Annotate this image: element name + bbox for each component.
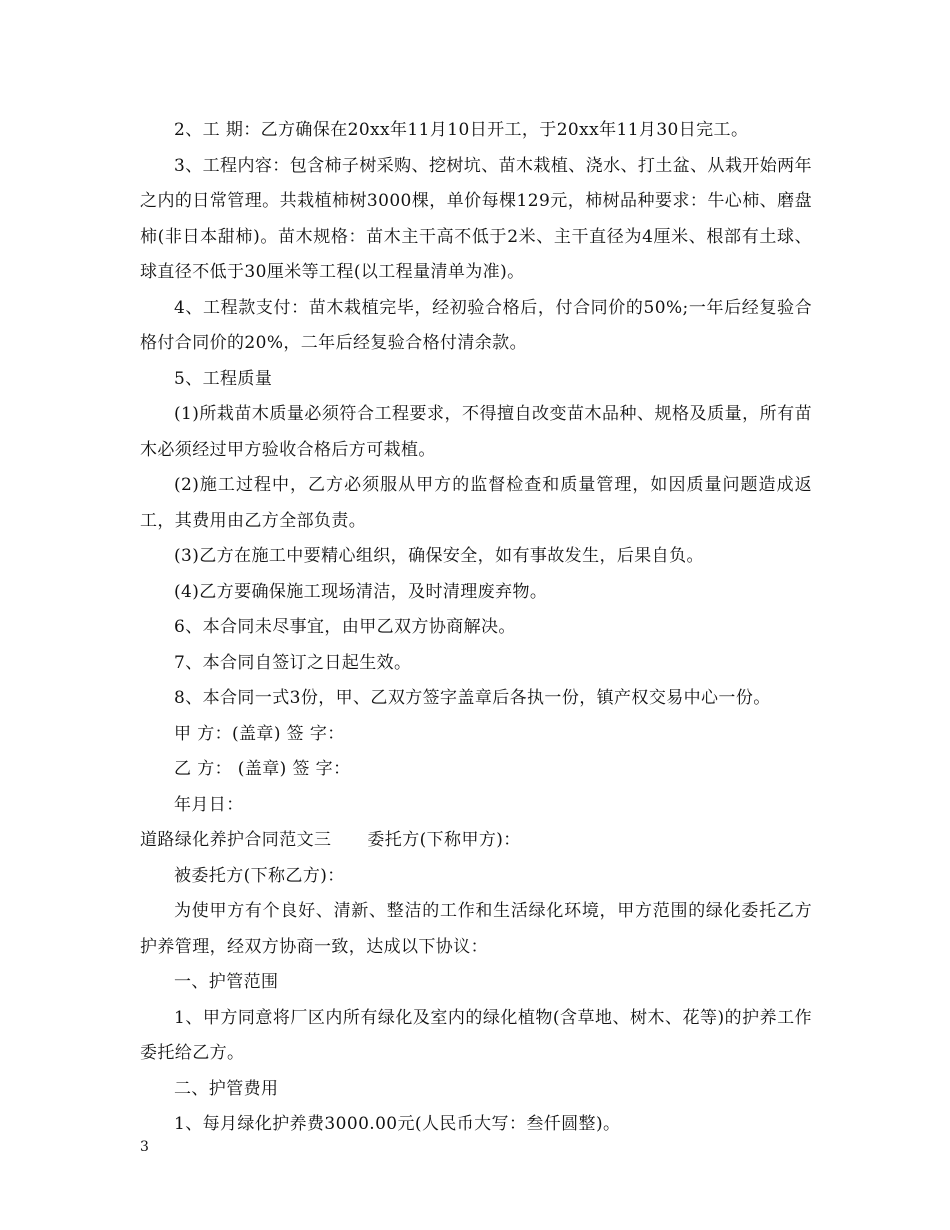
- paragraph-fee-1: 1、每月绿化护养费3000.00元(人民币大写：叁仟圆整)。: [174, 1114, 621, 1134]
- paragraph-contractor-label: 被委托方(下称乙方)：: [174, 865, 345, 886]
- paragraph-quality-4: (4)乙方要确保施工现场清洁，及时清理废弃物。: [174, 581, 548, 602]
- client-label: 委托方(下称甲方)：: [367, 830, 521, 850]
- section-title-line: [140, 823, 812, 859]
- page-number: 3: [140, 1139, 149, 1155]
- paragraph-work-period: 2、工 期：乙方确保在20xx年11月10日开工，于20xx年11月30日完工。: [174, 120, 749, 140]
- paragraph-quality-heading: 5、工程质量: [174, 368, 273, 389]
- document-body: [140, 113, 812, 1143]
- paragraph-quality-1: (1)所栽苗木质量必须符合工程要求，不得擅自改变苗木品种、规格及质量，所有苗木必须经过甲方验收合格后方可栽植。: [140, 404, 812, 460]
- signature-party-a: 甲 方：(盖章) 签 字：: [174, 723, 345, 744]
- signature-party-b: 乙 方： (盖章) 签 字：: [174, 759, 351, 779]
- heading-maintenance-fee: 二、护管费用: [174, 1078, 279, 1099]
- paragraph-payment: 4、工程款支付：苗木栽植完毕，经初验合格后，付合同价的50%;一年后经复验合格付合同价的20%，二年后经复验合格付清余款。: [140, 297, 812, 353]
- paragraph-project-content: 3、工程内容：包含柿子树采购、挖树坑、苗木栽植、浇水、打土盆、从栽开始两年之内的日常管理。共栽植柿树3000棵，单价每棵129元，柿树品种要求：牛心柿、磨盘柿(非日本甜柿)。苗木规格：苗木主干高不低于2米、主干直径为4厘米、根部有土球、球直径不低于30厘米等工程(以工程量清单为准)。: [140, 155, 812, 282]
- section-title: 道路绿化养护合同范文三: [140, 830, 332, 850]
- paragraph-scope-1: 1、甲方同意将厂区内所有绿化及室内的绿化植物(含草地、树木、花等)的护养工作委托给乙方。: [140, 1007, 812, 1063]
- paragraph-quality-3: (3)乙方在施工中要精心组织，确保安全，如有事故发生，后果自负。: [174, 546, 704, 566]
- paragraph-effective-date: 7、本合同自签订之日起生效。: [174, 652, 412, 673]
- heading-maintenance-scope: 一、护管范围: [174, 972, 279, 992]
- paragraph-quality-2: (2)施工过程中，乙方必须服从甲方的监督检查和质量管理，如因质量问题造成返工，其费用由乙方全部负责。: [140, 475, 812, 531]
- signature-date: 年月日：: [174, 794, 244, 815]
- paragraph-unresolved-matters: 6、本合同未尽事宜，由甲乙双方协商解决。: [174, 617, 516, 637]
- paragraph-copies: 8、本合同一式3份，甲、乙双方签字盖章后各执一份，镇产权交易中心一份。: [174, 688, 771, 708]
- paragraph-agreement-intro: 为使甲方有个良好、清新、整洁的工作和生活绿化环境，甲方范围的绿化委托乙方护养管理，经双方协商一致，达成以下协议：: [140, 901, 812, 957]
